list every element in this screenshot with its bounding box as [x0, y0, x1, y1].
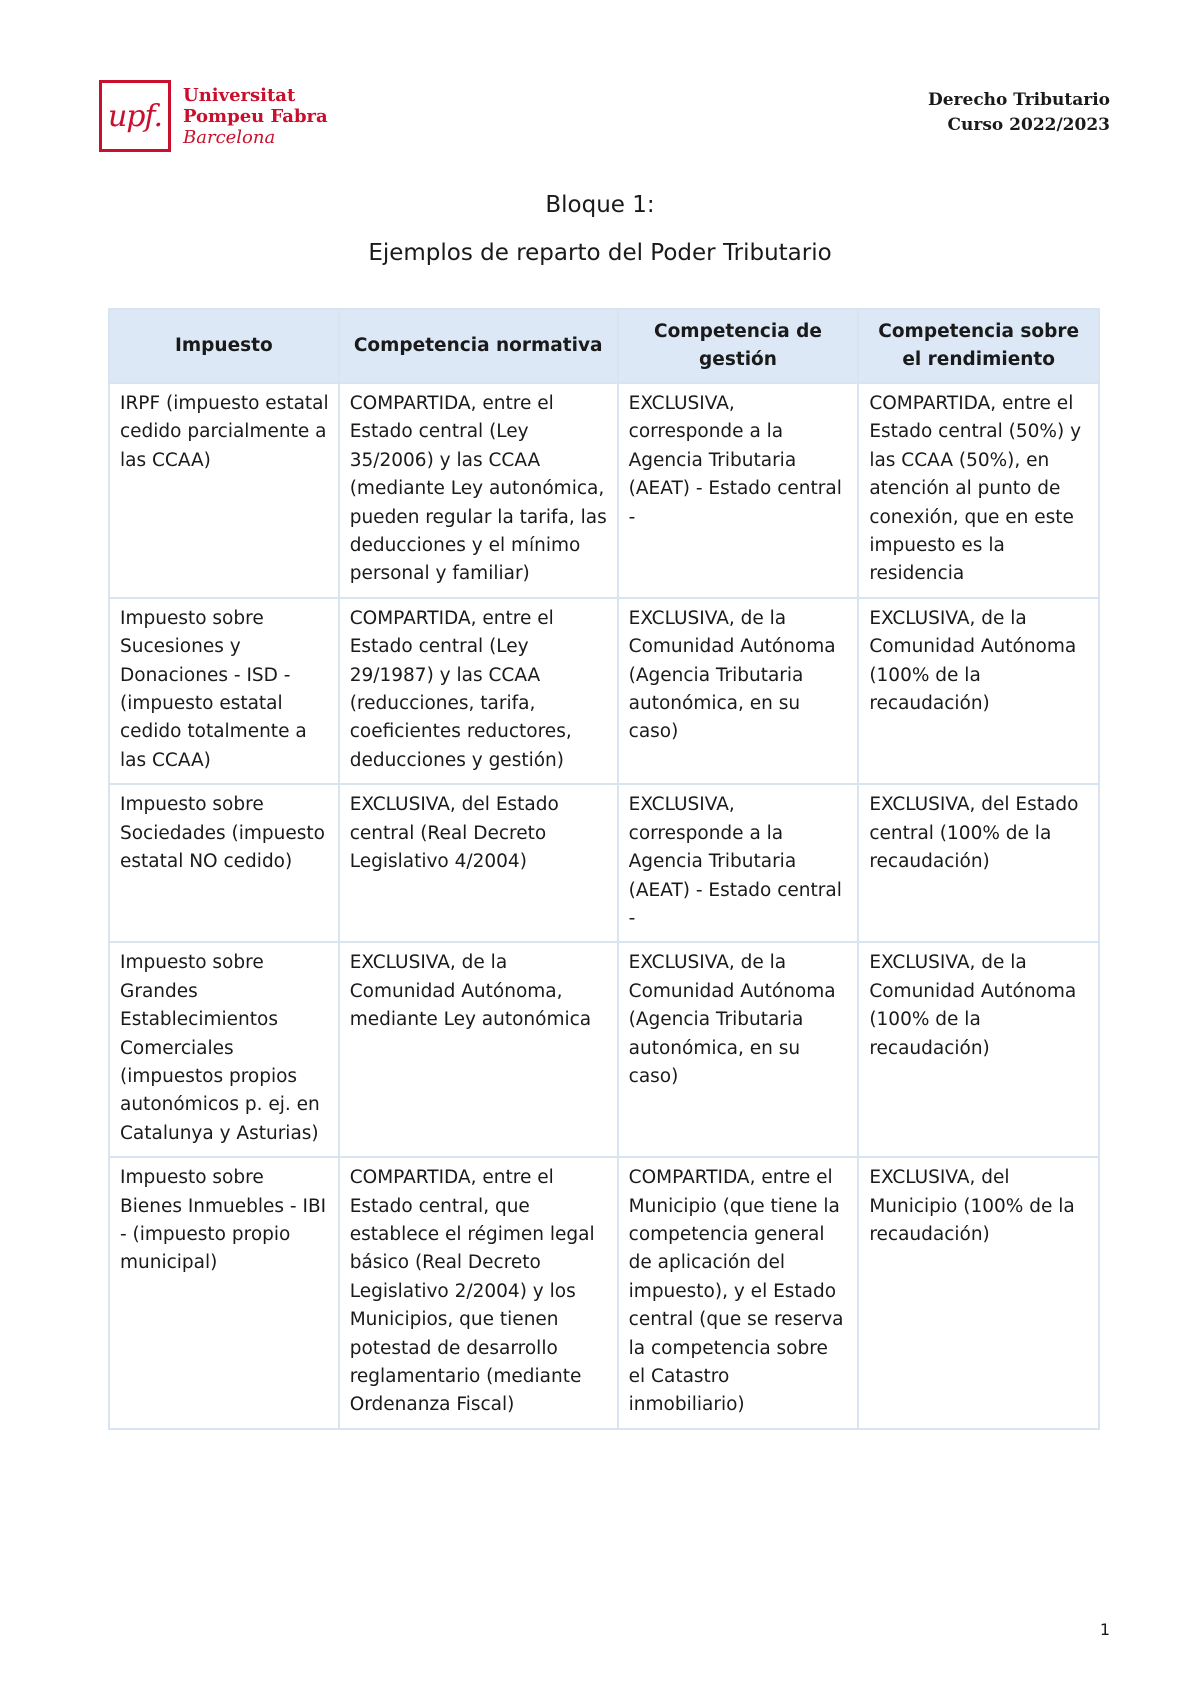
logo-line-1: Universitat [183, 84, 296, 106]
title-line-1: Bloque 1: [545, 192, 655, 218]
table-cell: COMPARTIDA, entre el Estado central (Ley 35/2006) y las CCAA (mediante Ley autonómica, pueden regular la tarifa, las deducciones y el mínimo personal y familiar) [339, 383, 618, 598]
document-title [0, 190, 1200, 268]
header-competencia-gestion: Competencia de gestión [618, 309, 859, 383]
page-number: 1 [1099, 1620, 1110, 1639]
table-cell: EXCLUSIVA, corresponde a la Agencia Tributaria (AEAT) - Estado central - [618, 383, 859, 598]
table-header-row [109, 309, 1099, 383]
table-cell: Impuesto sobre Bienes Inmuebles - IBI - (impuesto propio municipal) [109, 1157, 339, 1429]
table-cell: COMPARTIDA, entre el Estado central (Ley 29/1987) y las CCAA (reducciones, tarifa, coeficientes reductores, deducciones y gestión) [339, 598, 618, 784]
table-cell: EXCLUSIVA, del Estado central (100% de la recaudación) [858, 784, 1099, 942]
table-row [109, 784, 1099, 942]
title-line-2: Ejemplos de reparto del Poder Tributario [368, 240, 832, 266]
table-row [109, 383, 1099, 598]
table-cell: COMPARTIDA, entre el Estado central (50%) y las CCAA (50%), en atención al punto de conexión, que en este impuesto es la residencia [858, 383, 1099, 598]
course-header [928, 88, 1110, 138]
table-cell: Impuesto sobre Sociedades (impuesto estatal NO cedido) [109, 784, 339, 942]
upf-logo-mark: upf. [99, 80, 171, 152]
table-cell: EXCLUSIVA, del Estado central (Real Decreto Legislativo 4/2004) [339, 784, 618, 942]
header-impuesto: Impuesto [109, 309, 339, 383]
logo-line-2: Pompeu Fabra [183, 105, 328, 127]
logo-line-3: Barcelona [183, 126, 276, 148]
table-row [109, 598, 1099, 784]
upf-logo [99, 78, 328, 154]
table-cell: IRPF (impuesto estatal cedido parcialmente a las CCAA) [109, 383, 339, 598]
table-cell: EXCLUSIVA, de la Comunidad Autónoma (Agencia Tributaria autonómica, en su caso) [618, 942, 859, 1157]
header-competencia-normativa: Competencia normativa [339, 309, 618, 383]
table-cell: EXCLUSIVA, de la Comunidad Autónoma (Agencia Tributaria autonómica, en su caso) [618, 598, 859, 784]
table-row [109, 942, 1099, 1157]
subject-name: Derecho Tributario [928, 90, 1110, 110]
table-cell: EXCLUSIVA, del Municipio (100% de la recaudación) [858, 1157, 1099, 1429]
table-cell: Impuesto sobre Sucesiones y Donaciones - ISD - (impuesto estatal cedido totalmente a las CCAA) [109, 598, 339, 784]
table-cell: COMPARTIDA, entre el Municipio (que tiene la competencia general de aplicación del impuesto), y el Estado central (que se reserva la competencia sobre el Catastro inmobiliario) [618, 1157, 859, 1429]
upf-logo-text [183, 85, 328, 148]
course-year: Curso 2022/2023 [947, 115, 1110, 135]
table-cell: EXCLUSIVA, de la Comunidad Autónoma, mediante Ley autonómica [339, 942, 618, 1157]
table-cell: EXCLUSIVA, de la Comunidad Autónoma (100% de la recaudación) [858, 942, 1099, 1157]
table-cell: EXCLUSIVA, corresponde a la Agencia Tributaria (AEAT) - Estado central - [618, 784, 859, 942]
table-row [109, 1157, 1099, 1429]
table-cell: EXCLUSIVA, de la Comunidad Autónoma (100% de la recaudación) [858, 598, 1099, 784]
table-cell: COMPARTIDA, entre el Estado central, que establece el régimen legal básico (Real Decreto Legislativo 2/2004) y los Municipios, que tienen potestad de desarrollo reglamentario (mediante Ordenanza Fiscal) [339, 1157, 618, 1429]
header-competencia-rendimiento: Competencia sobre el rendimiento [858, 309, 1099, 383]
tax-power-table [108, 308, 1100, 1430]
table-cell: Impuesto sobre Grandes Establecimientos Comerciales (impuestos propios autonómicos p. ej. en Catalunya y Asturias) [109, 942, 339, 1157]
